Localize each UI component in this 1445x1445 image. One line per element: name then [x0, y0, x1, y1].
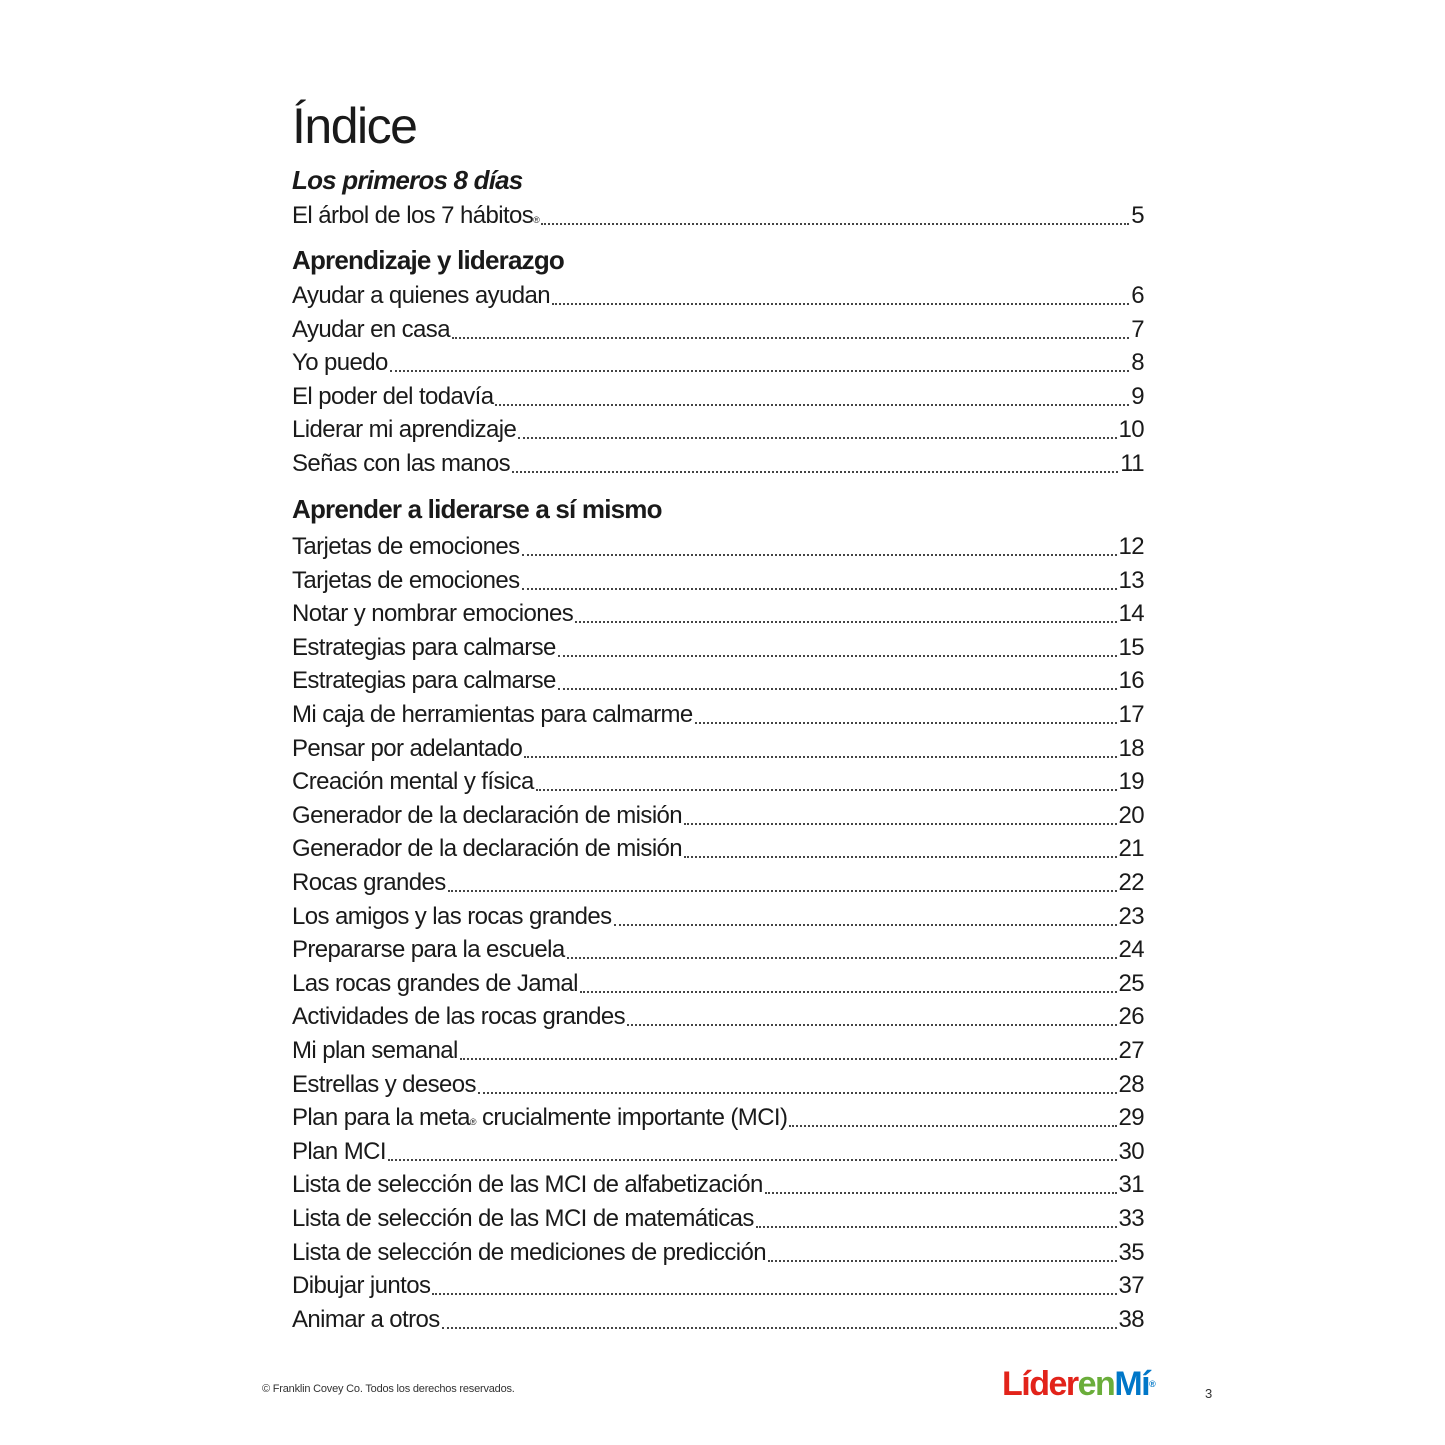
toc-entry-title-text: Estrellas y deseos — [292, 1070, 476, 1098]
toc-entry[interactable] — [292, 934, 1144, 966]
dot-leader — [448, 890, 1117, 892]
toc-entry-title-text: Creación mental y física — [292, 768, 534, 796]
toc-entry-page: 22 — [1118, 869, 1144, 896]
dot-leader — [522, 554, 1117, 556]
dot-leader — [390, 370, 1129, 372]
dot-leader — [478, 1092, 1117, 1094]
dot-leader — [432, 1293, 1116, 1295]
toc-entry[interactable] — [292, 733, 1144, 765]
toc-entry-title-text: Liderar mi aprendizaje — [292, 416, 517, 444]
toc-entry-page: 38 — [1118, 1305, 1144, 1333]
toc-entry-title — [292, 934, 565, 966]
toc-entry[interactable] — [292, 381, 1144, 413]
toc-entry-page: 10 — [1118, 416, 1144, 444]
toc-entry-title — [292, 1270, 430, 1302]
toc-entry-title-text: Lista de selección de las MCI de alfabetización — [292, 1171, 763, 1199]
toc-entry[interactable] — [292, 314, 1144, 346]
toc-entry-title — [292, 414, 516, 446]
toc-entry-page: 26 — [1118, 1003, 1144, 1031]
toc-entry-title — [292, 347, 388, 379]
toc-entry-title — [292, 448, 510, 480]
toc-entry[interactable] — [292, 347, 1144, 379]
toc-entry[interactable] — [292, 565, 1144, 597]
toc-entry-page: 21 — [1118, 835, 1144, 863]
dot-leader — [567, 957, 1117, 959]
dot-leader — [512, 471, 1118, 473]
dot-leader — [558, 655, 1117, 657]
toc-entry-title-text: Lista de selección de mediciones de predicción — [292, 1238, 767, 1266]
toc-entry[interactable] — [292, 531, 1144, 563]
copyright-notice: © Franklin Covey Co. Todos los derechos reservados. — [262, 1383, 515, 1395]
toc-entry-title-text: Estrategias para calmarse — [292, 633, 556, 661]
toc-entry-title — [292, 598, 573, 630]
toc-entry-title — [292, 833, 682, 865]
toc-entry-page: 37 — [1118, 1272, 1144, 1300]
toc-entry-title-text: Señas con las manos — [292, 450, 511, 477]
toc-entry-title-text: Tarjetas de emociones — [292, 533, 520, 560]
dot-leader — [789, 1125, 1116, 1127]
toc-entry[interactable] — [292, 1001, 1144, 1033]
toc-entry-title — [292, 665, 556, 697]
toc-entry-title — [292, 1237, 766, 1269]
toc-entry-title-text: Animar a otros — [292, 1305, 440, 1333]
toc-entry-title-text: Plan MCI — [292, 1137, 386, 1165]
dot-leader — [541, 223, 1129, 225]
toc-entry-title — [292, 314, 450, 346]
page-number: 3 — [1205, 1386, 1213, 1401]
toc-entry-page: 30 — [1118, 1137, 1144, 1165]
toc-entry-page: 9 — [1131, 382, 1144, 410]
toc-entry-title-text: Generador de la declaración de misión — [292, 801, 683, 829]
toc-entry-page: 15 — [1118, 633, 1144, 661]
toc-entry-title — [292, 733, 522, 765]
toc-entry-title — [292, 531, 520, 563]
toc-entry-page: 14 — [1118, 600, 1144, 628]
toc-entry-title-text: Las rocas grandes de Jamal — [292, 969, 578, 997]
dot-leader — [452, 337, 1129, 339]
toc-entry-title — [292, 200, 539, 232]
toc-entry-title — [292, 1035, 458, 1067]
toc-entry-page: 28 — [1118, 1070, 1144, 1098]
dot-leader — [558, 688, 1117, 690]
logo-registered-mark: ® — [1149, 1379, 1155, 1389]
toc-entry[interactable] — [292, 833, 1144, 865]
toc-entry-page: 13 — [1118, 566, 1144, 594]
section-heading: Aprendizaje y liderazgo — [292, 245, 565, 275]
toc-entry-title-text: Actividades de las rocas grandes — [292, 1003, 625, 1031]
toc-entry-title — [292, 1001, 625, 1033]
toc-entry-title-text: Dibujar juntos — [292, 1272, 431, 1300]
toc-entry-page: 25 — [1118, 969, 1144, 997]
dot-leader — [518, 437, 1116, 439]
dot-leader — [552, 303, 1129, 305]
toc-entry[interactable] — [292, 1169, 1144, 1201]
toc-entry-title-text: Mi caja de herramientas para calmarme — [292, 701, 693, 728]
dot-leader — [580, 991, 1117, 993]
toc-entry-page: 20 — [1118, 801, 1144, 829]
toc-entry-title — [292, 800, 682, 832]
toc-entry-page: 17 — [1118, 701, 1144, 728]
toc-entry-title — [292, 1203, 754, 1235]
toc-entry[interactable] — [292, 632, 1144, 664]
toc-entry[interactable] — [292, 1304, 1144, 1336]
toc-entry-title — [292, 381, 493, 413]
dot-leader — [684, 856, 1116, 858]
toc-entry-title-text: Prepararse para la escuela — [292, 936, 565, 964]
toc-entry[interactable] — [292, 1237, 1144, 1269]
toc-entry-page: 31 — [1118, 1171, 1144, 1199]
toc-entry[interactable] — [292, 448, 1144, 480]
section-heading: Aprender a liderarse a sí mismo — [292, 494, 662, 524]
dot-leader — [522, 588, 1117, 590]
dot-leader — [614, 924, 1117, 926]
toc-entry-title-rest: crucialmente importante (MCI) — [475, 1104, 788, 1132]
toc-entry-page: 27 — [1118, 1037, 1144, 1064]
toc-entry-title-text: Tarjetas de emociones — [292, 566, 520, 594]
toc-entry[interactable] — [292, 968, 1144, 1000]
dot-leader — [756, 1226, 1117, 1228]
dot-leader — [388, 1159, 1117, 1161]
toc-entry-title-text: Ayudar a quienes ayudan — [292, 282, 550, 309]
toc-entry-page: 5 — [1131, 202, 1144, 229]
dot-leader — [684, 823, 1116, 825]
toc-entry-page: 35 — [1118, 1238, 1144, 1266]
toc-entry[interactable] — [292, 699, 1144, 731]
toc-entry[interactable] — [292, 800, 1144, 832]
logo-part-mi: Mí — [1114, 1365, 1150, 1403]
toc-entry-title — [292, 632, 556, 664]
section-heading: Los primeros 8 días — [292, 165, 523, 195]
toc-entry-page: 7 — [1131, 315, 1144, 343]
lider-en-mi-logo — [1002, 1364, 1154, 1404]
logo-part-en: en — [1077, 1365, 1115, 1403]
toc-entry[interactable] — [292, 901, 1144, 933]
dot-leader — [695, 722, 1117, 724]
toc-entry-title-text: Plan para la meta — [292, 1104, 470, 1132]
toc-entry-page: 33 — [1118, 1205, 1144, 1232]
toc-entry[interactable] — [292, 665, 1144, 697]
toc-entry[interactable] — [292, 1102, 1144, 1134]
toc-entry-page: 24 — [1118, 936, 1144, 964]
toc-entry[interactable] — [292, 598, 1144, 630]
toc-entry-title — [292, 1304, 440, 1336]
toc-entry-page: 29 — [1118, 1104, 1144, 1132]
toc-entry-title — [292, 1069, 476, 1101]
toc-entry[interactable] — [292, 1035, 1144, 1067]
dot-leader — [627, 1024, 1117, 1026]
toc-entry-title — [292, 867, 446, 899]
toc-entry[interactable] — [292, 200, 1144, 232]
toc-entry-title — [292, 565, 520, 597]
toc-entry-page: 19 — [1118, 768, 1144, 796]
toc-entry[interactable] — [292, 1270, 1144, 1302]
toc-entry-title — [292, 280, 550, 312]
toc-entry-title-text: El árbol de los 7 hábitos — [292, 202, 534, 229]
toc-entry-title — [292, 968, 578, 1000]
dot-leader — [575, 621, 1116, 623]
dot-leader — [536, 789, 1117, 791]
toc-entry-title-text: El poder del todavía — [292, 382, 494, 410]
dot-leader — [495, 404, 1129, 406]
toc-entry-title — [292, 901, 612, 933]
toc-entry[interactable] — [292, 867, 1144, 899]
toc-entry[interactable] — [292, 1203, 1144, 1235]
toc-entry-title-text: Mi plan semanal — [292, 1037, 458, 1064]
toc-entry[interactable] — [292, 414, 1144, 446]
toc-entry[interactable] — [292, 766, 1144, 798]
toc-entry-page: 6 — [1131, 282, 1144, 309]
toc-entry-title — [292, 1169, 763, 1201]
toc-entry-title-text: Estrategias para calmarse — [292, 667, 556, 695]
toc-entry-title-text: Pensar por adelantado — [292, 734, 523, 762]
toc-entry-title-text: Notar y nombrar emociones — [292, 600, 574, 628]
toc-entry-title — [292, 1102, 787, 1134]
page-title: Índice — [292, 98, 417, 154]
toc-entry-title-text: Yo puedo — [292, 349, 388, 377]
toc-entry-page: 12 — [1118, 533, 1144, 560]
toc-entry-page: 8 — [1131, 349, 1144, 377]
toc-entry[interactable] — [292, 1136, 1144, 1168]
toc-entry-page: 23 — [1118, 902, 1144, 930]
logo-part-lider: Líder — [1002, 1365, 1078, 1403]
dot-leader — [765, 1192, 1117, 1194]
toc-entry-title-text: Generador de la declaración de misión — [292, 835, 683, 863]
registered-mark: ® — [469, 1117, 476, 1128]
toc-entry-title-text: Lista de selección de las MCI de matemáticas — [292, 1205, 754, 1232]
toc-entry[interactable] — [292, 1069, 1144, 1101]
toc-entry-page: 18 — [1118, 734, 1144, 762]
toc-entry-title-text: Ayudar en casa — [292, 315, 450, 343]
registered-mark: ® — [533, 215, 540, 225]
toc-entry-title-text: Rocas grandes — [292, 869, 446, 896]
dot-leader — [460, 1058, 1117, 1060]
toc-entry-page: 11 — [1120, 450, 1144, 477]
toc-entry-title — [292, 699, 693, 731]
toc-entry[interactable] — [292, 280, 1144, 312]
dot-leader — [442, 1327, 1117, 1329]
toc-entry-title-text: Los amigos y las rocas grandes — [292, 902, 612, 930]
toc-entry-title — [292, 766, 534, 798]
dot-leader — [524, 756, 1116, 758]
toc-entry-page: 16 — [1118, 667, 1144, 695]
dot-leader — [768, 1260, 1116, 1262]
toc-entry-title — [292, 1136, 386, 1168]
